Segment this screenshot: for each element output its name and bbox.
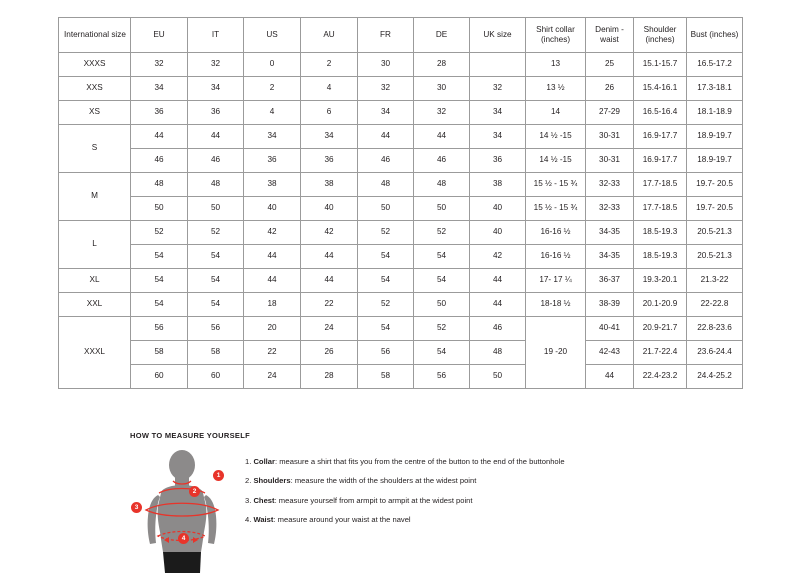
measurement-figure bbox=[130, 448, 235, 573]
cell-2: 20 bbox=[244, 317, 301, 341]
cell-4: 54 bbox=[358, 269, 414, 293]
cell-2: 38 bbox=[244, 173, 301, 197]
table-row bbox=[59, 173, 743, 197]
cell-8: 44 bbox=[586, 365, 634, 389]
cell-7: 17- 17 ¼ bbox=[526, 269, 586, 293]
table-row bbox=[59, 197, 743, 221]
cell-8: 30-31 bbox=[586, 149, 634, 173]
cell-7: 15 ½ - 15 ¾ bbox=[526, 173, 586, 197]
cell-1: 58 bbox=[188, 341, 244, 365]
cell-3: 44 bbox=[301, 245, 358, 269]
cell-5: 30 bbox=[414, 77, 470, 101]
cell-10: 21.3-22 bbox=[687, 269, 743, 293]
cell-5: 50 bbox=[414, 293, 470, 317]
cell-5: 46 bbox=[414, 149, 470, 173]
cell-0: 56 bbox=[131, 317, 188, 341]
cell-6: 42 bbox=[470, 245, 526, 269]
cell-international-size: XXL bbox=[59, 293, 131, 317]
cell-6: 48 bbox=[470, 341, 526, 365]
measure-step-1 bbox=[245, 457, 565, 467]
table-row bbox=[59, 125, 743, 149]
cell-3: 36 bbox=[301, 149, 358, 173]
cell-8: 36-37 bbox=[586, 269, 634, 293]
cell-4: 44 bbox=[358, 125, 414, 149]
measure-step-2 bbox=[245, 476, 565, 486]
cell-0: 52 bbox=[131, 221, 188, 245]
cell-6: 40 bbox=[470, 197, 526, 221]
cell-1: 44 bbox=[188, 125, 244, 149]
cell-9: 21.7-22.4 bbox=[634, 341, 687, 365]
cell-5: 52 bbox=[414, 221, 470, 245]
cell-8: 32-33 bbox=[586, 197, 634, 221]
cell-8: 32-33 bbox=[586, 173, 634, 197]
cell-6: 34 bbox=[470, 125, 526, 149]
cell-2: 22 bbox=[244, 341, 301, 365]
cell-6: 40 bbox=[470, 221, 526, 245]
step-text: : measure yourself from armpit to armpit at the widest point bbox=[274, 495, 473, 505]
cell-6: 44 bbox=[470, 293, 526, 317]
table-row bbox=[59, 341, 743, 365]
marker-4: 4 bbox=[178, 533, 189, 544]
cell-5: 54 bbox=[414, 269, 470, 293]
step-term: Collar bbox=[253, 457, 275, 466]
step-term: Chest bbox=[253, 495, 275, 505]
column-header-it: IT bbox=[188, 18, 244, 53]
cell-4: 54 bbox=[358, 317, 414, 341]
cell-9: 18.5-19.3 bbox=[634, 245, 687, 269]
cell-2: 2 bbox=[244, 77, 301, 101]
table-row bbox=[59, 269, 743, 293]
cell-1: 50 bbox=[188, 197, 244, 221]
cell-6: 50 bbox=[470, 365, 526, 389]
cell-2: 4 bbox=[244, 101, 301, 125]
step-number: 4. bbox=[245, 514, 254, 524]
cell-0: 54 bbox=[131, 293, 188, 317]
cell-2: 40 bbox=[244, 197, 301, 221]
column-header-au: AU bbox=[301, 18, 358, 53]
cell-10: 18.9-19.7 bbox=[687, 149, 743, 173]
table-row bbox=[59, 245, 743, 269]
how-to-measure-body bbox=[130, 448, 730, 573]
cell-9: 16.9-17.7 bbox=[634, 125, 687, 149]
cell-5: 44 bbox=[414, 125, 470, 149]
column-header-shirt-collar: Shirt collar (inches) bbox=[526, 18, 586, 53]
cell-1: 36 bbox=[188, 101, 244, 125]
cell-3: 26 bbox=[301, 341, 358, 365]
cell-1: 54 bbox=[188, 245, 244, 269]
cell-3: 44 bbox=[301, 269, 358, 293]
cell-0: 54 bbox=[131, 269, 188, 293]
cell-5: 28 bbox=[414, 53, 470, 77]
cell-9: 16.9-17.7 bbox=[634, 149, 687, 173]
cell-9: 20.1-20.9 bbox=[634, 293, 687, 317]
cell-1: 60 bbox=[188, 365, 244, 389]
cell-0: 44 bbox=[131, 125, 188, 149]
cell-5: 48 bbox=[414, 173, 470, 197]
table-row bbox=[59, 221, 743, 245]
cell-2: 0 bbox=[244, 53, 301, 77]
column-header-shoulder: Shoulder (inches) bbox=[634, 18, 687, 53]
column-header-international-size: International size bbox=[59, 18, 131, 53]
cell-0: 50 bbox=[131, 197, 188, 221]
cell-2: 44 bbox=[244, 245, 301, 269]
table-row bbox=[59, 293, 743, 317]
cell-4: 58 bbox=[358, 365, 414, 389]
cell-6: 36 bbox=[470, 149, 526, 173]
cell-2: 44 bbox=[244, 269, 301, 293]
cell-1: 34 bbox=[188, 77, 244, 101]
cell-7: 13 bbox=[526, 53, 586, 77]
cell-9: 19.3-20.1 bbox=[634, 269, 687, 293]
table-row bbox=[59, 77, 743, 101]
cell-9: 15.1-15.7 bbox=[634, 53, 687, 77]
column-header-us: US bbox=[244, 18, 301, 53]
cell-6: 38 bbox=[470, 173, 526, 197]
step-text: : measure around your waist at the navel bbox=[273, 514, 411, 524]
cell-3: 42 bbox=[301, 221, 358, 245]
cell-4: 50 bbox=[358, 197, 414, 221]
cell-5: 54 bbox=[414, 245, 470, 269]
cell-4: 46 bbox=[358, 149, 414, 173]
cell-8: 34-35 bbox=[586, 245, 634, 269]
cell-4: 54 bbox=[358, 245, 414, 269]
marker-2: 2 bbox=[189, 486, 200, 497]
cell-3: 2 bbox=[301, 53, 358, 77]
cell-2: 18 bbox=[244, 293, 301, 317]
cell-10: 20.5-21.3 bbox=[687, 221, 743, 245]
size-chart-table bbox=[58, 17, 743, 389]
cell-7: 13 ½ bbox=[526, 77, 586, 101]
step-number: 3. bbox=[245, 495, 254, 505]
cell-international-size: XS bbox=[59, 101, 131, 125]
cell-4: 34 bbox=[358, 101, 414, 125]
cell-9: 22.4-23.2 bbox=[634, 365, 687, 389]
table-body bbox=[59, 53, 743, 389]
cell-3: 34 bbox=[301, 125, 358, 149]
step-text: : measure a shirt that fits you from the centre of the button to the end of the buttonhole bbox=[274, 457, 565, 466]
column-header-de: DE bbox=[414, 18, 470, 53]
step-text: : measure the width of the shoulders at the widest point bbox=[290, 476, 477, 486]
step-number: 1. bbox=[245, 457, 254, 466]
measure-step-4 bbox=[245, 515, 565, 525]
cell-0: 48 bbox=[131, 173, 188, 197]
cell-7: 16-16 ½ bbox=[526, 245, 586, 269]
cell-international-size: XXS bbox=[59, 77, 131, 101]
cell-5: 52 bbox=[414, 317, 470, 341]
cell-7: 16-16 ½ bbox=[526, 221, 586, 245]
cell-10: 23.6-24.4 bbox=[687, 341, 743, 365]
cell-10: 22.8-23.6 bbox=[687, 317, 743, 341]
cell-10: 16.5-17.2 bbox=[687, 53, 743, 77]
cell-0: 54 bbox=[131, 245, 188, 269]
marker-1: 1 bbox=[213, 470, 224, 481]
cell-international-size: S bbox=[59, 125, 131, 173]
cell-2: 34 bbox=[244, 125, 301, 149]
cell-8: 27-29 bbox=[586, 101, 634, 125]
cell-3: 38 bbox=[301, 173, 358, 197]
cell-0: 32 bbox=[131, 53, 188, 77]
table-row bbox=[59, 101, 743, 125]
cell-9: 17.7-18.5 bbox=[634, 173, 687, 197]
cell-4: 52 bbox=[358, 293, 414, 317]
cell-4: 52 bbox=[358, 221, 414, 245]
cell-1: 46 bbox=[188, 149, 244, 173]
cell-10: 18.9-19.7 bbox=[687, 125, 743, 149]
cell-9: 17.7-18.5 bbox=[634, 197, 687, 221]
cell-4: 32 bbox=[358, 77, 414, 101]
cell-1: 32 bbox=[188, 53, 244, 77]
table-row bbox=[59, 53, 743, 77]
cell-0: 36 bbox=[131, 101, 188, 125]
cell-10: 17.3-18.1 bbox=[687, 77, 743, 101]
cell-2: 24 bbox=[244, 365, 301, 389]
cell-7: 14 bbox=[526, 101, 586, 125]
cell-2: 42 bbox=[244, 221, 301, 245]
cell-10: 19.7- 20.5 bbox=[687, 173, 743, 197]
measure-steps-list bbox=[245, 448, 565, 534]
cell-10: 22-22.8 bbox=[687, 293, 743, 317]
cell-7: 18-18 ½ bbox=[526, 293, 586, 317]
step-term: Shoulders bbox=[253, 476, 291, 486]
body-diagram-icon bbox=[130, 448, 235, 573]
cell-international-size: M bbox=[59, 173, 131, 221]
cell-1: 56 bbox=[188, 317, 244, 341]
cell-0: 46 bbox=[131, 149, 188, 173]
cell-4: 48 bbox=[358, 173, 414, 197]
cell-3: 4 bbox=[301, 77, 358, 101]
cell-10: 20.5-21.3 bbox=[687, 245, 743, 269]
cell-international-size: XXXL bbox=[59, 317, 131, 389]
cell-9: 16.5-16.4 bbox=[634, 101, 687, 125]
cell-8: 38-39 bbox=[586, 293, 634, 317]
step-term: Waist bbox=[253, 514, 274, 524]
cell-6: 32 bbox=[470, 77, 526, 101]
cell-8: 25 bbox=[586, 53, 634, 77]
column-header-eu: EU bbox=[131, 18, 188, 53]
cell-3: 28 bbox=[301, 365, 358, 389]
cell-international-size: L bbox=[59, 221, 131, 269]
cell-7: 14 ½ -15 bbox=[526, 125, 586, 149]
cell-7: 15 ½ - 15 ¾ bbox=[526, 197, 586, 221]
cell-0: 58 bbox=[131, 341, 188, 365]
cell-2: 36 bbox=[244, 149, 301, 173]
cell-3: 6 bbox=[301, 101, 358, 125]
cell-8: 42-43 bbox=[586, 341, 634, 365]
cell-1: 54 bbox=[188, 269, 244, 293]
how-to-measure-section bbox=[130, 431, 730, 573]
cell-5: 32 bbox=[414, 101, 470, 125]
cell-4: 30 bbox=[358, 53, 414, 77]
cell-9: 15.4-16.1 bbox=[634, 77, 687, 101]
marker-3: 3 bbox=[131, 502, 142, 513]
cell-6: 34 bbox=[470, 101, 526, 125]
cell-6: 46 bbox=[470, 317, 526, 341]
table-header-row bbox=[59, 18, 743, 53]
cell-10: 19.7- 20.5 bbox=[687, 197, 743, 221]
cell-1: 54 bbox=[188, 293, 244, 317]
column-header-fr: FR bbox=[358, 18, 414, 53]
table-row bbox=[59, 317, 743, 341]
column-header-uk-size: UK size bbox=[470, 18, 526, 53]
measure-step-3 bbox=[245, 496, 565, 506]
cell-7: 14 ½ -15 bbox=[526, 149, 586, 173]
cell-international-size: XL bbox=[59, 269, 131, 293]
cell-6 bbox=[470, 53, 526, 77]
table-row bbox=[59, 149, 743, 173]
how-to-measure-title: HOW TO MEASURE YOURSELF bbox=[130, 431, 250, 440]
cell-international-size: XXXS bbox=[59, 53, 131, 77]
cell-0: 60 bbox=[131, 365, 188, 389]
cell-6: 44 bbox=[470, 269, 526, 293]
cell-10: 18.1-18.9 bbox=[687, 101, 743, 125]
cell-8: 26 bbox=[586, 77, 634, 101]
cell-5: 54 bbox=[414, 341, 470, 365]
cell-5: 50 bbox=[414, 197, 470, 221]
cell-4: 56 bbox=[358, 341, 414, 365]
cell-1: 52 bbox=[188, 221, 244, 245]
column-header-bust: Bust (inches) bbox=[687, 18, 743, 53]
cell-3: 40 bbox=[301, 197, 358, 221]
cell-8: 40-41 bbox=[586, 317, 634, 341]
cell-8: 30-31 bbox=[586, 125, 634, 149]
cell-5: 56 bbox=[414, 365, 470, 389]
cell-7: 19 -20 bbox=[526, 317, 586, 389]
table-row bbox=[59, 365, 743, 389]
cell-0: 34 bbox=[131, 77, 188, 101]
cell-10: 24.4-25.2 bbox=[687, 365, 743, 389]
cell-9: 18.5-19.3 bbox=[634, 221, 687, 245]
column-header-denim-waist: Denim - waist bbox=[586, 18, 634, 53]
cell-9: 20.9-21.7 bbox=[634, 317, 687, 341]
cell-3: 22 bbox=[301, 293, 358, 317]
cell-3: 24 bbox=[301, 317, 358, 341]
cell-1: 48 bbox=[188, 173, 244, 197]
cell-8: 34-35 bbox=[586, 221, 634, 245]
step-number: 2. bbox=[245, 476, 254, 486]
